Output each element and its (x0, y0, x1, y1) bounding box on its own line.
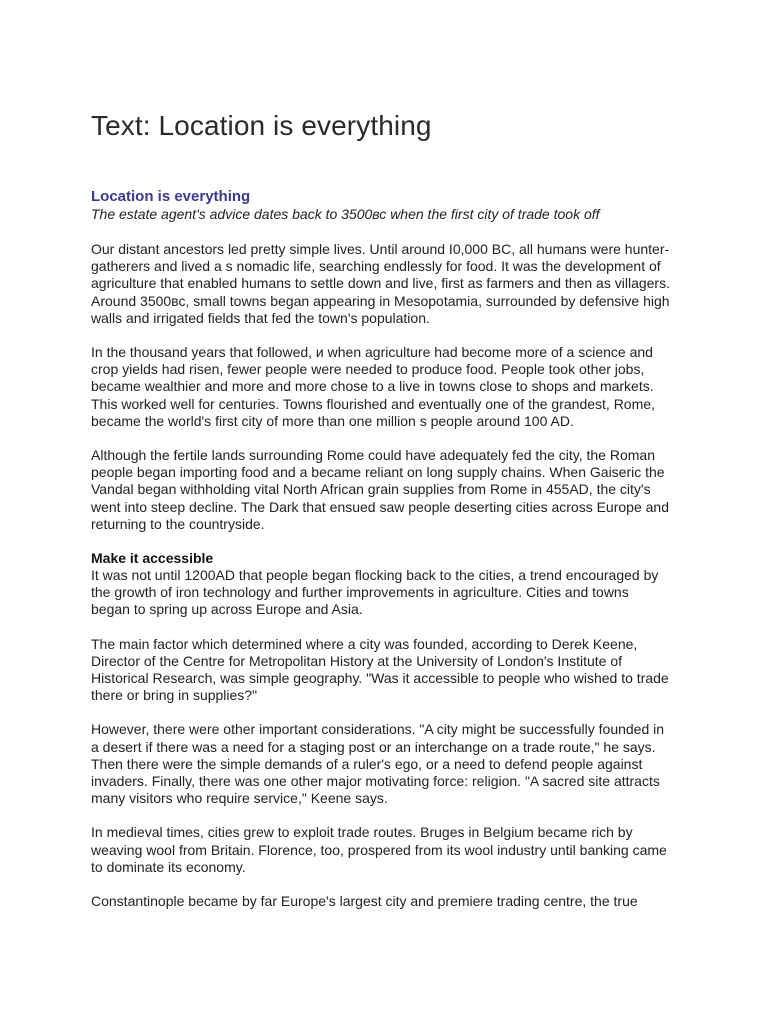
paragraph: It was not until 1200AD that people began flocking back to the cities, a trend encouraged by the growth of iron technology and further improvements in agriculture. Cities and towns began to spring up across Europe and Asia. (91, 567, 659, 618)
document-page (91, 108, 671, 927)
paragraph: However, there were other important considerations. "A city might be successfully founded in a desert if there was a need for a staging post or an interchange on a trade route," he says. Then there were the simple demands of a ruler's ego, or a need to defend people against invaders. Finally, there was one other major motivating force: religion. "A sacred site attracts many visitors who require service," Keene says. (91, 721, 665, 807)
paragraph: In medieval times, cities grew to exploit trade routes. Bruges in Belgium became rich by weaving wool from Britain. Florence, too, prospered from its wool industry until banking came to dominate its economy. (91, 824, 667, 875)
document-title: Text: Location is everything (91, 110, 432, 141)
article-standfirst: The estate agent's advice dates back to 3500вс when the first city of trade took off (91, 206, 600, 222)
article-heading: Location is everything (91, 188, 251, 205)
paragraph: In the thousand years that followed, и when agriculture had become more of a science and crop yields had risen, fewer people were needed to produce food. People took other jobs, became wealthier and more and more chose to a live in towns close to shops and markets. This worked well for centuries. Towns flourished and eventually one of the grandest, Rome, became the world's first city of more than one million s people around 100 AD. (91, 344, 655, 429)
paragraph: Although the fertile lands surrounding Rome could have adequately fed the city, the Roman people began importing food and a became reliant on long supply chains. When Gaiseric the Vandal began withholding vital North African grain supplies from Rome in 455AD, the city's went into steep decline. The Dark that ensued saw people deserting cities across Europe and returning to the countryside. (91, 447, 669, 532)
paragraph: Our distant ancestors led pretty simple lives. Until around I0,000 BC, all humans were hunter-gatherers and lived a s nomadic life, searching endlessly for food. It was the development of agriculture that enabled humans to settle down and live, first as farmers and then as villagers. Around 3500вс, small towns began appearing in Mesopotamia, surrounded by defensive high walls and irrigated fields that fed the town's population. (91, 241, 670, 326)
section-heading: Make it accessible (91, 550, 214, 567)
paragraph: The main factor which determined where a city was founded, according to Derek Keene, Director of the Centre for Metropolitan History at the University of London's Institute of Historical Research, was simple geography. "Was it accessible to people who wished to trade there or bring in supplies?" (91, 635, 669, 704)
paragraph: Constantinople became by far Europe's largest city and premiere trading centre, the true (91, 893, 638, 910)
